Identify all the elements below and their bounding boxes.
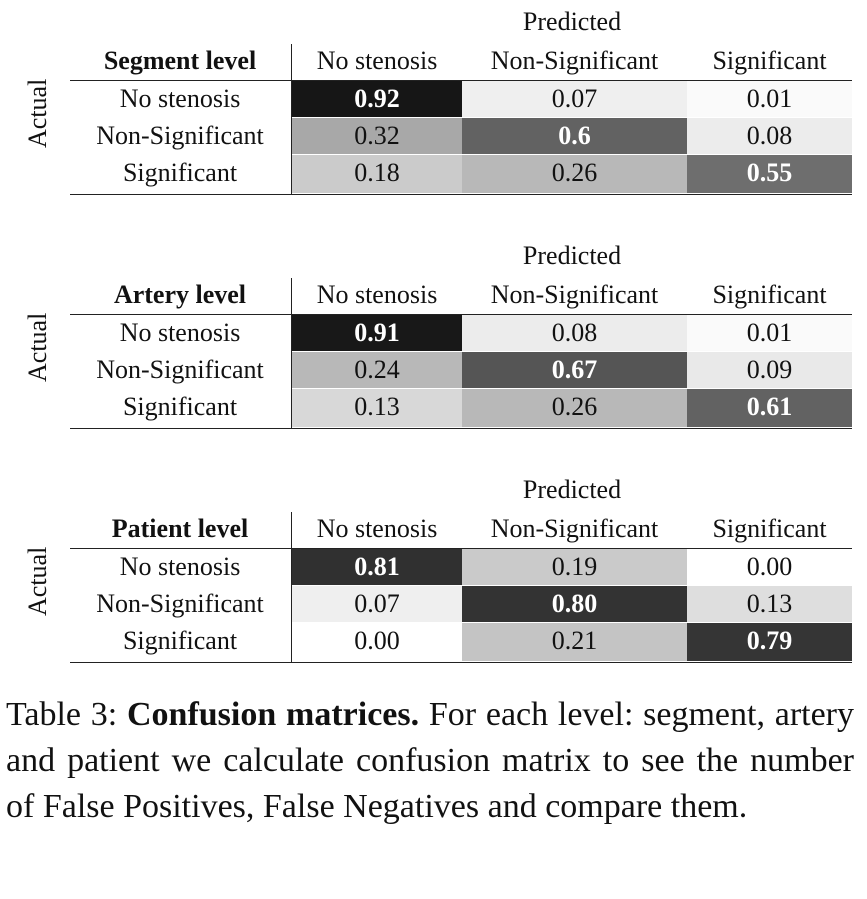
row-label: Significant [122,158,238,187]
column-header: Significant [712,46,827,75]
row-label: No stenosis [119,318,241,347]
matrix-cell: 0.24 [292,352,462,388]
matrix-cell: 0.09 [687,352,852,388]
column-header: No stenosis [316,46,438,75]
caption-body: For each level: segment, artery and patient we calculate confusion matrix to see the number of False Positives, False Negatives and compare them. [6,696,854,825]
column-header: Non-Significant [490,514,659,543]
row-label: Non-Significant [96,589,264,618]
actual-axis-label: Actual [23,312,52,382]
matrix-cell: 0.92 [292,81,462,117]
matrix-cell: 0.07 [462,81,687,117]
matrix-cell: 0.13 [292,389,462,427]
row-label: Significant [122,392,238,421]
patient-level-matrix [0,472,867,672]
matrix-cell: 0.19 [462,549,687,585]
matrix-level-title: Artery level [113,280,247,309]
matrix-cell: 0.55 [687,155,852,193]
matrix-cell: 0.91 [292,315,462,351]
caption-prefix: Table 3: [6,696,127,733]
matrix-cell: 0.32 [292,118,462,154]
predicted-header: Predicted [522,7,622,36]
matrix-cell: 0.01 [687,315,852,351]
matrix-cell: 0.6 [462,118,687,154]
table-caption [6,692,854,830]
predicted-header: Predicted [522,475,622,504]
matrix-cell: 0.13 [687,586,852,622]
matrix-cell: 0.08 [687,118,852,154]
row-label: No stenosis [119,84,241,113]
artery-level-matrix [0,238,867,438]
column-header: Non-Significant [490,46,659,75]
matrix-cell: 0.81 [292,549,462,585]
horizontal-rule [70,428,852,429]
column-header: No stenosis [316,280,438,309]
horizontal-rule [70,194,852,195]
caption-title: Confusion matrices. [126,696,420,733]
matrix-level-title: Segment level [103,46,257,75]
matrix-cell: 0.26 [462,155,687,193]
matrix-level-title: Patient level [111,514,249,543]
actual-axis-label: Actual [23,546,52,616]
row-label: No stenosis [119,552,241,581]
matrix-cell: 0.26 [462,389,687,427]
column-header: Significant [712,280,827,309]
column-header: Significant [712,514,827,543]
matrix-cell: 0.61 [687,389,852,427]
horizontal-rule [70,662,852,663]
matrix-cell: 0.08 [462,315,687,351]
matrix-cell: 0.01 [687,81,852,117]
segment-level-matrix [0,4,867,204]
actual-axis-label: Actual [23,78,52,148]
matrix-cell: 0.80 [462,586,687,622]
row-label: Non-Significant [96,355,264,384]
matrix-cell: 0.00 [687,549,852,585]
column-header: Non-Significant [490,280,659,309]
matrix-cell: 0.18 [292,155,462,193]
column-header: No stenosis [316,514,438,543]
matrix-cell: 0.21 [462,623,687,661]
row-label: Significant [122,626,238,655]
matrix-cell: 0.07 [292,586,462,622]
matrix-cell: 0.00 [292,623,462,661]
matrix-cell: 0.67 [462,352,687,388]
row-label: Non-Significant [96,121,264,150]
matrix-cell: 0.79 [687,623,852,661]
predicted-header: Predicted [522,241,622,270]
